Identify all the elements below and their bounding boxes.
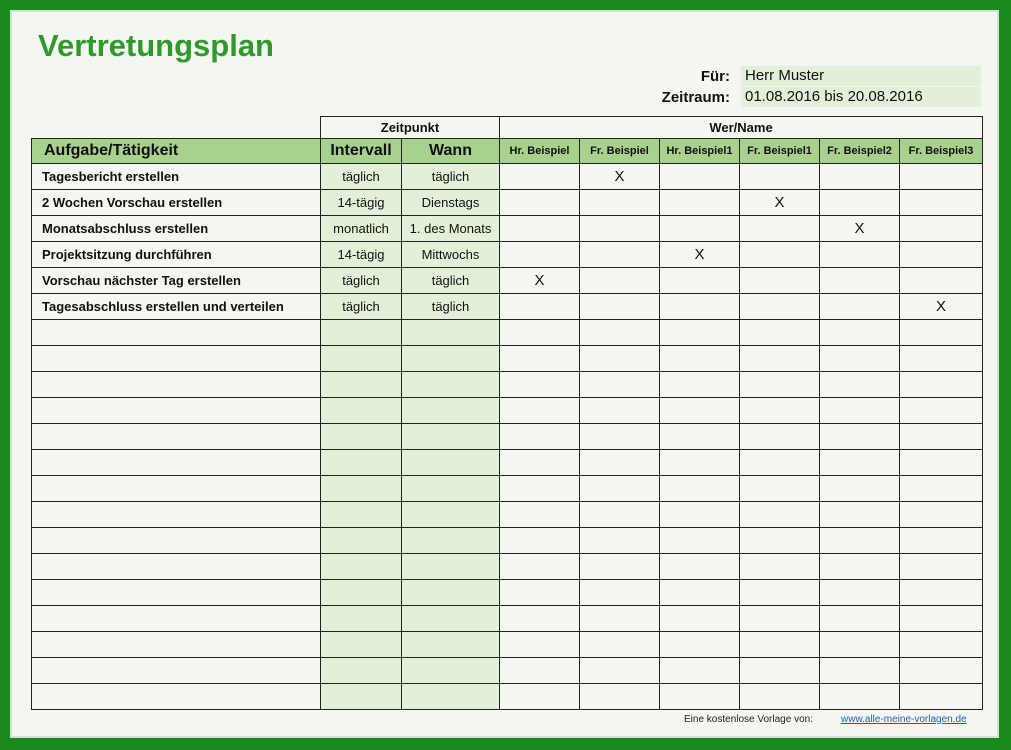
assignment-cell[interactable] [660, 476, 740, 502]
wann-cell[interactable] [402, 372, 500, 398]
wann-cell[interactable] [402, 632, 500, 658]
intervall-cell[interactable] [321, 606, 402, 632]
assignment-cell[interactable] [820, 684, 900, 710]
task-cell[interactable]: Projektsitzung durchführen [32, 242, 321, 268]
table-row [32, 268, 983, 294]
wann-cell[interactable] [402, 502, 500, 528]
empty-table-row [32, 424, 983, 450]
wann-cell[interactable]: 1. des Monats [402, 216, 500, 242]
assignment-cell[interactable] [740, 242, 820, 268]
task-cell[interactable] [32, 424, 321, 450]
assignment-cell[interactable] [500, 502, 580, 528]
assignment-cell[interactable] [500, 528, 580, 554]
task-cell[interactable] [32, 450, 321, 476]
intervall-cell[interactable] [321, 424, 402, 450]
task-cell[interactable] [32, 684, 321, 710]
footer-link[interactable]: www.alle-meine-vorlagen.de [841, 714, 967, 725]
intervall-cell[interactable] [321, 554, 402, 580]
assignment-cell[interactable] [820, 580, 900, 606]
fuer-label: Für: [700, 68, 730, 85]
table-row [32, 190, 983, 216]
assignment-cell[interactable] [500, 216, 580, 242]
wann-cell[interactable]: täglich [402, 268, 500, 294]
assignment-cell[interactable] [500, 320, 580, 346]
assignment-cell[interactable] [820, 476, 900, 502]
group-header-blank [32, 117, 321, 139]
header-name-3: Hr. Beispiel1 [660, 139, 740, 164]
group-header-row [32, 117, 983, 139]
assignment-cell[interactable] [580, 216, 660, 242]
assignment-cell[interactable] [500, 294, 580, 320]
assignment-cell[interactable] [500, 164, 580, 190]
intervall-cell[interactable] [321, 476, 402, 502]
task-cell[interactable]: 2 Wochen Vorschau erstellen [32, 190, 321, 216]
assignment-cell[interactable] [500, 190, 580, 216]
intervall-cell[interactable]: 14-tägig [321, 190, 402, 216]
assignment-cell[interactable] [900, 684, 983, 710]
empty-table-row [32, 606, 983, 632]
assignment-cell[interactable] [740, 502, 820, 528]
assignment-cell[interactable] [660, 502, 740, 528]
footer-text: Eine kostenlose Vorlage von: [684, 714, 813, 725]
empty-table-row [32, 580, 983, 606]
assignment-cell[interactable]: X [580, 164, 660, 190]
plan-table [31, 116, 983, 710]
header-intervall: Intervall [321, 139, 402, 164]
assignment-cell[interactable] [740, 164, 820, 190]
assignment-cell[interactable] [500, 606, 580, 632]
wann-cell[interactable] [402, 398, 500, 424]
assignment-cell[interactable] [660, 528, 740, 554]
wann-cell[interactable]: täglich [402, 164, 500, 190]
assignment-cell[interactable] [740, 424, 820, 450]
assignment-cell[interactable] [580, 320, 660, 346]
zeitraum-value[interactable]: 01.08.2016 bis 20.08.2016 [741, 87, 981, 107]
wann-cell[interactable] [402, 554, 500, 580]
assignment-cell[interactable] [500, 372, 580, 398]
assignment-cell[interactable] [740, 528, 820, 554]
assignment-cell[interactable] [500, 398, 580, 424]
wann-cell[interactable] [402, 684, 500, 710]
assignment-cell[interactable] [820, 632, 900, 658]
assignment-cell[interactable] [820, 424, 900, 450]
task-cell[interactable]: Tagesabschluss erstellen und verteilen [32, 294, 321, 320]
assignment-cell[interactable] [900, 320, 983, 346]
wann-cell[interactable] [402, 450, 500, 476]
assignment-cell[interactable] [660, 268, 740, 294]
wann-cell[interactable]: täglich [402, 294, 500, 320]
assignment-cell[interactable] [740, 320, 820, 346]
assignment-cell[interactable] [580, 242, 660, 268]
assignment-cell[interactable] [580, 528, 660, 554]
empty-table-row [32, 450, 983, 476]
assignment-cell[interactable] [660, 372, 740, 398]
header-name-4: Fr. Beispiel1 [740, 139, 820, 164]
assignment-cell[interactable] [740, 606, 820, 632]
assignment-cell[interactable]: X [900, 294, 983, 320]
empty-table-row [32, 658, 983, 684]
intervall-cell[interactable] [321, 320, 402, 346]
assignment-cell[interactable] [580, 190, 660, 216]
task-cell[interactable] [32, 476, 321, 502]
wann-cell[interactable] [402, 528, 500, 554]
document-sheet [10, 10, 999, 738]
assignment-cell[interactable] [820, 450, 900, 476]
assignment-cell[interactable] [900, 190, 983, 216]
assignment-cell[interactable] [740, 684, 820, 710]
assignment-cell[interactable] [740, 372, 820, 398]
assignment-cell[interactable] [900, 346, 983, 372]
table-row [32, 216, 983, 242]
assignment-cell[interactable] [660, 606, 740, 632]
assignment-cell[interactable] [660, 580, 740, 606]
table-row [32, 242, 983, 268]
intervall-cell[interactable] [321, 658, 402, 684]
assignment-cell[interactable] [660, 450, 740, 476]
task-cell[interactable]: Tagesbericht erstellen [32, 164, 321, 190]
header-name-1: Hr. Beispiel [500, 139, 580, 164]
assignment-cell[interactable] [900, 658, 983, 684]
empty-table-row [32, 476, 983, 502]
assignment-cell[interactable] [740, 216, 820, 242]
assignment-cell[interactable] [500, 580, 580, 606]
assignment-cell[interactable] [580, 632, 660, 658]
assignment-cell[interactable] [660, 684, 740, 710]
assignment-cell[interactable] [900, 632, 983, 658]
assignment-cell[interactable] [900, 606, 983, 632]
assignment-cell[interactable] [580, 684, 660, 710]
assignment-cell[interactable] [820, 190, 900, 216]
assignment-cell[interactable] [660, 294, 740, 320]
assignment-cell[interactable] [660, 190, 740, 216]
assignment-cell[interactable] [580, 658, 660, 684]
assignment-cell[interactable] [660, 320, 740, 346]
assignment-cell[interactable] [820, 164, 900, 190]
wann-cell[interactable] [402, 320, 500, 346]
assignment-cell[interactable] [580, 424, 660, 450]
intervall-cell[interactable] [321, 580, 402, 606]
page-title: Vertretungsplan [38, 28, 274, 63]
assignment-cell[interactable]: X [740, 190, 820, 216]
wann-cell[interactable] [402, 424, 500, 450]
task-cell[interactable] [32, 346, 321, 372]
assignment-cell[interactable] [900, 450, 983, 476]
group-zeitpunkt: Zeitpunkt [321, 117, 500, 139]
intervall-cell[interactable] [321, 372, 402, 398]
assignment-cell[interactable] [580, 294, 660, 320]
task-cell[interactable] [32, 320, 321, 346]
intervall-cell[interactable] [321, 528, 402, 554]
table-row [32, 294, 983, 320]
assignment-cell[interactable] [740, 554, 820, 580]
assignment-cell[interactable] [580, 450, 660, 476]
empty-table-row [32, 684, 983, 710]
assignment-cell[interactable] [820, 372, 900, 398]
assignment-cell[interactable] [740, 398, 820, 424]
task-cell[interactable] [32, 502, 321, 528]
assignment-cell[interactable]: X [660, 242, 740, 268]
assignment-cell[interactable] [500, 554, 580, 580]
header-name-5: Fr. Beispiel2 [820, 139, 900, 164]
empty-table-row [32, 554, 983, 580]
assignment-cell[interactable] [660, 398, 740, 424]
wann-cell[interactable] [402, 606, 500, 632]
assignment-cell[interactable] [580, 346, 660, 372]
assignment-cell[interactable] [660, 658, 740, 684]
assignment-cell[interactable] [820, 268, 900, 294]
assignment-cell[interactable] [820, 320, 900, 346]
task-cell[interactable] [32, 658, 321, 684]
task-cell[interactable]: Vorschau nächster Tag erstellen [32, 268, 321, 294]
header-task: Aufgabe/Tätigkeit [32, 139, 321, 164]
assignment-cell[interactable] [740, 632, 820, 658]
intervall-cell[interactable]: 14-tägig [321, 242, 402, 268]
assignment-cell[interactable] [740, 294, 820, 320]
assignment-cell[interactable] [900, 424, 983, 450]
wann-cell[interactable]: Mittwochs [402, 242, 500, 268]
assignment-cell[interactable] [580, 372, 660, 398]
empty-table-row [32, 632, 983, 658]
assignment-cell[interactable] [740, 346, 820, 372]
assignment-cell[interactable] [820, 346, 900, 372]
assignment-cell[interactable] [900, 580, 983, 606]
task-cell[interactable] [32, 554, 321, 580]
empty-table-row [32, 502, 983, 528]
empty-table-row [32, 346, 983, 372]
assignment-cell[interactable] [660, 632, 740, 658]
assignment-cell[interactable] [500, 424, 580, 450]
assignment-cell[interactable] [500, 658, 580, 684]
assignment-cell[interactable]: X [820, 216, 900, 242]
empty-table-row [32, 320, 983, 346]
assignment-cell[interactable] [660, 346, 740, 372]
header-name-2: Fr. Beispiel [580, 139, 660, 164]
assignment-cell[interactable] [900, 164, 983, 190]
assignment-cell[interactable] [820, 606, 900, 632]
assignment-cell[interactable] [900, 502, 983, 528]
assignment-cell[interactable] [820, 294, 900, 320]
group-wer-name: Wer/Name [500, 117, 983, 139]
assignment-cell[interactable] [580, 268, 660, 294]
intervall-cell[interactable]: täglich [321, 164, 402, 190]
task-cell[interactable] [32, 580, 321, 606]
assignment-cell[interactable] [660, 164, 740, 190]
assignment-cell[interactable] [740, 580, 820, 606]
assignment-cell[interactable] [900, 268, 983, 294]
intervall-cell[interactable] [321, 346, 402, 372]
intervall-cell[interactable]: monatlich [321, 216, 402, 242]
assignment-cell[interactable] [740, 476, 820, 502]
empty-table-row [32, 398, 983, 424]
assignment-cell[interactable] [580, 554, 660, 580]
assignment-cell[interactable] [500, 242, 580, 268]
assignment-cell[interactable] [900, 372, 983, 398]
assignment-cell[interactable] [580, 606, 660, 632]
assignment-cell[interactable] [900, 476, 983, 502]
wann-cell[interactable] [402, 476, 500, 502]
table-row [32, 164, 983, 190]
intervall-cell[interactable]: täglich [321, 268, 402, 294]
assignment-cell[interactable] [820, 398, 900, 424]
assignment-cell[interactable] [820, 528, 900, 554]
assignment-cell[interactable] [820, 242, 900, 268]
empty-table-row [32, 372, 983, 398]
intervall-cell[interactable] [321, 632, 402, 658]
assignment-cell[interactable]: X [500, 268, 580, 294]
assignment-cell[interactable] [900, 216, 983, 242]
intervall-cell[interactable] [321, 502, 402, 528]
assignment-cell[interactable] [500, 632, 580, 658]
empty-table-row [32, 528, 983, 554]
assignment-cell[interactable] [500, 684, 580, 710]
assignment-cell[interactable] [500, 476, 580, 502]
wann-cell[interactable] [402, 346, 500, 372]
intervall-cell[interactable] [321, 398, 402, 424]
assignment-cell[interactable] [580, 502, 660, 528]
assignment-cell[interactable] [500, 450, 580, 476]
assignment-cell[interactable] [660, 216, 740, 242]
task-cell[interactable] [32, 528, 321, 554]
assignment-cell[interactable] [580, 398, 660, 424]
wann-cell[interactable] [402, 580, 500, 606]
intervall-cell[interactable] [321, 450, 402, 476]
assignment-cell[interactable] [660, 424, 740, 450]
intervall-cell[interactable] [321, 684, 402, 710]
assignment-cell[interactable] [580, 476, 660, 502]
assignment-cell[interactable] [500, 346, 580, 372]
assignment-cell[interactable] [900, 528, 983, 554]
task-cell[interactable]: Monatsabschluss erstellen [32, 216, 321, 242]
assignment-cell[interactable] [900, 242, 983, 268]
assignment-cell[interactable] [820, 658, 900, 684]
task-cell[interactable] [32, 632, 321, 658]
assignment-cell[interactable] [660, 554, 740, 580]
assignment-cell[interactable] [820, 502, 900, 528]
assignment-cell[interactable] [740, 450, 820, 476]
wann-cell[interactable]: Dienstags [402, 190, 500, 216]
wann-cell[interactable] [402, 658, 500, 684]
assignment-cell[interactable] [900, 398, 983, 424]
assignment-cell[interactable] [820, 554, 900, 580]
task-cell[interactable] [32, 398, 321, 424]
intervall-cell[interactable]: täglich [321, 294, 402, 320]
fuer-value[interactable]: Herr Muster [741, 66, 981, 86]
header-wann: Wann [402, 139, 500, 164]
assignment-cell[interactable] [900, 554, 983, 580]
task-cell[interactable] [32, 606, 321, 632]
column-header-row [32, 139, 983, 164]
assignment-cell[interactable] [580, 580, 660, 606]
assignment-cell[interactable] [740, 658, 820, 684]
task-cell[interactable] [32, 372, 321, 398]
zeitraum-label: Zeitraum: [661, 89, 730, 106]
header-name-6: Fr. Beispiel3 [900, 139, 983, 164]
assignment-cell[interactable] [740, 268, 820, 294]
